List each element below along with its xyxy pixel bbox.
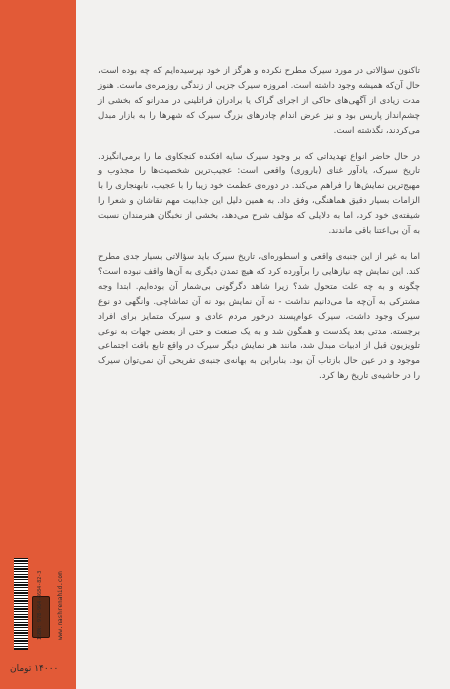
paragraph-2: در حال حاضر انواع تهدیداتی که بر وجود سیرک سایه افکنده کنجکاوی ما را برمی‌انگیزد. تاریخ سیرک، یادآور غنای (باروری) واقعی است: عجیب‌ترین شخصیت‌ها را مجذوب و مهیج‌ترین نمایش‌ها را فراهم می‌کند. در دوره‌ی عظمت خود زیبا را با عجیب، نابهنجاری را با الزامات بسیار دقیق هماهنگی، وفق داد. به همین دلیل این جذابیت مهم نقاشان و شعرا را شیفته‌ی خود کرد، اما به دلایلی که مؤلف شرح می‌دهد، بخشی از نخبگان هنرمندان نسبت به آن بی‌اعتنا باقی ماندند. xyxy=(98,151,420,237)
barcode xyxy=(14,558,28,650)
blurb-text xyxy=(98,64,420,395)
price: ۱۴۰۰۰ تومان xyxy=(10,664,59,674)
paragraph-1: تاکنون سؤالاتی در مورد سیرک مطرح نکرده و هرگز از خود نپرسیده‌ایم که چه بوده است، حال آن‌که همیشه وجود داشته است. امروزه سیرک جزیی از زندگی روزمره‌ی ماست. هنوز مدت زیادی از آگهی‌های حاکی از اجرای گراک یا برادران فراتلینی در مدرانو که بخشی از چشم‌انداز پاریس بود و نیز عرض اندام چادرهای بزرگ سیرک که شهرها را به بازار مبدل می‌کردند، نگذشته است. xyxy=(98,66,420,136)
isbn-container xyxy=(37,570,43,641)
website-container xyxy=(57,571,64,641)
paragraph-3: اما به غیر از این جنبه‌ی واقعی و اسطوره‌ای، تاریخ سیرک باید سؤالاتی بسیار جدی مطرح کند. این نمایش چه نیازهایی را برآورده کرد که هیچ تمدن دیگری به آن‌ها واقف نبوده است؟ چگونه و به چه علت متحول شد؟ زیرا شاهد دگرگونی بی‌شمار آن بوده‌ایم. ابتدا وجه مشترکی به آن‌چه ما می‌دانیم نداشت - نه آن نمایش بود نه آن تماشاچی. وانگهی دو نوع سیرک وجود داشت، سیرک عوام‌پسند درخور مردم عادی و سیرک متمایز برای افراد برجسته. مدتی بعد یکدست و همگون شد و به یک صنعت و حتی از بعضی جهات به نوعی تلویزیون قبل از ادبیات مبدل شد، مانند هر نمایش دیگر سیرک در واقع تابع بافت اجتماعی موجود و در عین حال بازتاب آن بود. بنابراین به بهانه‌ی جنبه‌ی تفریحی آن نمی‌توان سیرک را در حاشیه‌ی تاریخ رها کرد. xyxy=(98,251,420,382)
publisher-block xyxy=(14,558,50,676)
isbn-text: ISBN: 978-964-8684-82-3 xyxy=(37,570,43,640)
publisher-website: www.nashrenahid.com xyxy=(57,571,64,640)
